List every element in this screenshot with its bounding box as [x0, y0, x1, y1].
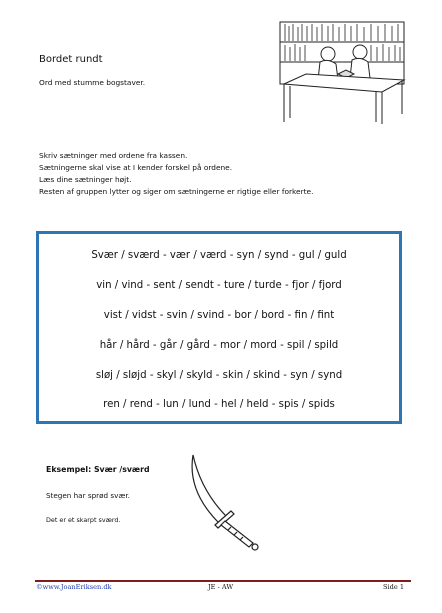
- page-title: Bordet rundt: [39, 54, 103, 65]
- footer-author: JE - AW: [208, 583, 234, 591]
- word-row: sløj / sløjd - skyl / skyld - skin / skind - syn / synd: [95, 370, 343, 381]
- word-row: vist / vidst - svin / svind - bor / bord - fin / fint: [103, 310, 335, 321]
- word-row: hår / hård - går / gård - mor / mord - spil / spild: [99, 340, 339, 351]
- instruction-line: Sætningerne skal vise at I kender forskel på ordene.: [39, 163, 233, 172]
- example-label: Eksempel: Svær /sværd: [46, 465, 150, 474]
- instruction-line: Skriv sætninger med ordene fra kassen.: [39, 151, 188, 160]
- word-row: ren / rend - lun / lund - hel / held - spis / spids: [103, 399, 335, 410]
- instructions: [39, 150, 313, 198]
- instruction-line: Resten af gruppen lytter og siger om sætningerne er rigtige eller forkerte.: [39, 187, 314, 196]
- example-sentence: Stegen har sprød svær.: [46, 491, 130, 500]
- sword-icon: [185, 451, 275, 551]
- footer-page-number: Side 1: [383, 583, 405, 591]
- footer-website-link[interactable]: ©www.JoanEriksen.dk: [36, 583, 112, 591]
- word-row: vin / vind - sent / sendt - ture / turde - fjor / fjord: [96, 280, 342, 291]
- children-reading-at-table-icon: [276, 18, 408, 126]
- instruction-line: Læs dine sætninger højt.: [39, 175, 132, 184]
- example-sentence: Det er et skarpt sværd.: [46, 516, 121, 524]
- footer-divider: [35, 580, 411, 582]
- word-box: [36, 231, 402, 424]
- word-row: Svær / sværd - vær / værd - syn / synd - gul / guld: [91, 250, 347, 261]
- page-subtitle: Ord med stumme bogstaver.: [39, 78, 146, 87]
